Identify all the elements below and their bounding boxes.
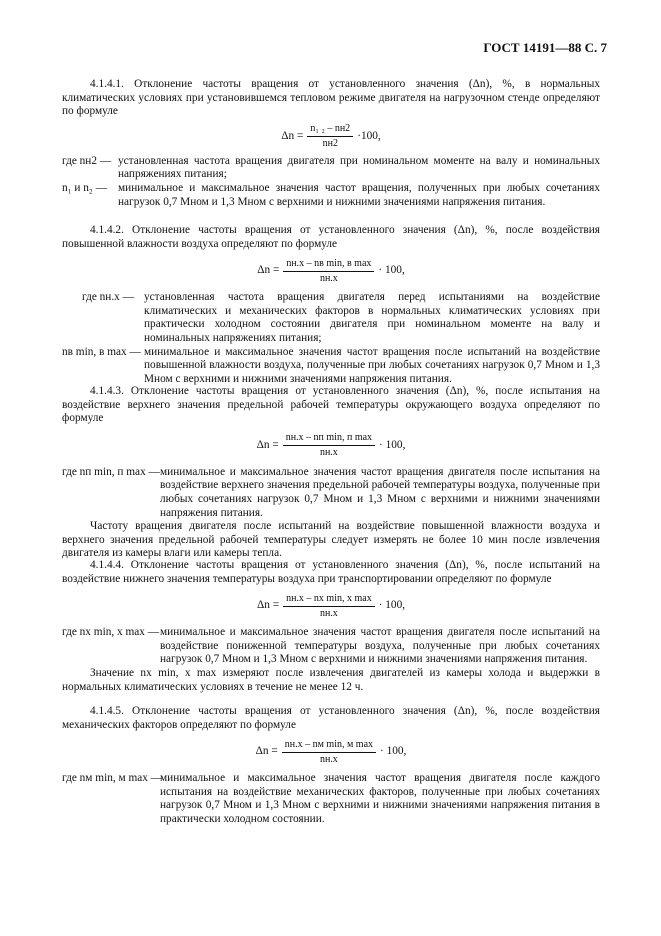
paragraph: Частоту вращения двигателя после испытаний на воздействие повышенной влажности воздуха и верхнего значения предельной рабочей температуры следует измерять не более 10 мин после извлечения двигателя из камеры влаги или камеры тепла. — [62, 520, 600, 560]
formula-multiplier: · 100, — [378, 599, 406, 612]
formula-fraction — [283, 593, 375, 620]
definition-symbol: где nх min, х max — — [62, 626, 160, 639]
formula-multiplier: · 100, — [378, 264, 405, 277]
formula-fraction — [282, 739, 376, 766]
formula-multiplier: · 100, — [379, 438, 406, 451]
definition-symbol: где nн.х — — [82, 291, 134, 304]
section-4-1-4-3 — [62, 385, 600, 561]
section-4-1-4-5 — [62, 705, 600, 827]
formula-numerator: nн.х – nх min, х max — [283, 593, 375, 607]
formula-denominator: nн.х — [319, 447, 338, 459]
definition-text: минимальное и максимальное значения частот вращения двигателя после каждого испытания на воздействие механических факторов, полученные при любых сочетаниях нагрузок 0,7 Mном и 1,3 Mном с верхними и нижними значениями напряжения питания в практически холодном состоянии. — [160, 772, 600, 825]
definition-text: минимальное и максимальное значения частот вращения после испытаний на воздействие повышенной влажности воздуха, полученные при любых сочетаниях нагрузок 0,7 Mном и 1,3 Mном с верхними и нижними значениями напряжения питания. — [144, 345, 600, 385]
definition-text: минимальное и максимальное значения частот вращения двигателя после испытаний на воздействие пониженной температуры воздуха, полученные при любых сочетаниях нагрузок 0,7 Mном и 1,3 Mном с верхними и нижними значениями напряжения питания. — [160, 626, 600, 666]
definition — [62, 291, 600, 345]
paragraph: Значение nх min, х max измеряют после извлечения двигателей из камеры холода и выдержки в нормальных климатических условиях в течение не менее 12 ч. — [62, 666, 600, 693]
definition — [62, 626, 600, 667]
formula — [62, 732, 600, 772]
definition — [62, 155, 600, 182]
definition — [62, 182, 600, 209]
formula — [62, 251, 600, 291]
formula-lhs: Δn = — [255, 745, 278, 758]
definition — [62, 346, 600, 387]
definition-symbol: где nп min, п max — — [62, 465, 160, 478]
formula-numerator: nн.х – nп min, п max — [283, 432, 375, 446]
definition-symbol: где nн2 — — [62, 154, 112, 167]
formula-multiplier: · 100, — [380, 745, 407, 758]
formula-denominator: nн.х — [319, 607, 338, 619]
paragraph: 4.1.4.4. Отклонение частоты вращения от установленного значения (Δn), %, после испытаний на воздействие нижнего значения температуры воздуха при транспортировании определяют по формуле — [62, 559, 600, 585]
formula-lhs: Δn = — [257, 264, 280, 277]
definition-text: установленная частота вращения двигателя перед испытаниями на воздействие климатических и механических факторов в нормальных климатических условиях при практически холодном состоянии двигателя при номинальном моменте на валу и номинальных напряжениях питания; — [144, 291, 600, 344]
formula — [62, 119, 600, 155]
formula-lhs: Δn = — [281, 129, 304, 142]
section-4-1-4-1 — [62, 78, 600, 209]
paragraph: 4.1.4.2. Отклонение частоты вращения от установленного значения (Δn), %, после воздействия повышенной влажности воздуха определяют по формуле — [62, 224, 600, 250]
formula-fraction — [283, 432, 375, 459]
paragraph: 4.1.4.1. Отклонение частоты вращения от установленного значения (Δn), %, в нормальных климатических условиях при установившемся тепловом режиме двигателя на нагрузочном стенде определяют по формуле — [62, 78, 600, 118]
section-4-1-4-2 — [62, 224, 600, 386]
section-4-1-4-4 — [62, 559, 600, 694]
paragraph: 4.1.4.3. Отклонение частоты вращения от установленного значения (Δn), %, после испытания на воздействие верхнего значения предельной рабочей температуры окружающего воздуха определяют по формуле — [62, 385, 600, 425]
formula-lhs: Δn = — [256, 599, 280, 612]
definition-text: минимальное и максимальное значения частот вращения, полученных при любых сочетаниях нагрузок 0,7 Mном и 1,3 Mном с верхними и нижними значениями напряжения питания. — [118, 181, 600, 208]
definition-symbol: nв min, в max — — [62, 345, 141, 358]
formula-numerator: nн.х – nм min, м max — [282, 739, 376, 753]
definition-text: установленная частота вращения двигателя при номинальном моменте на валу и номинальных напряжениях питания; — [118, 154, 600, 181]
formula-lhs: Δn = — [256, 438, 279, 451]
formula-numerator: n₁ ₂ – nн2 — [307, 123, 353, 137]
formula-multiplier: ·100, — [357, 129, 381, 142]
definition — [62, 466, 600, 520]
definition-symbol: n₁ и n₂ — — [62, 181, 107, 194]
formula-fraction — [307, 123, 353, 150]
formula-denominator: nн2 — [322, 138, 338, 150]
formula-fraction — [283, 258, 374, 285]
formula — [62, 426, 600, 466]
formula-denominator: nн.х — [319, 272, 338, 284]
paragraph: 4.1.4.5. Отклонение частоты вращения от установленного значения (Δn), %, после воздействия механических факторов определяют по формуле — [62, 705, 600, 731]
definition-text: минимальное и максимальное значения частот вращения двигателя после испытания на воздействие верхнего значения предельной рабочей температуры воздуха, полученные при любых сочетаниях нагрузок 0,7 Mном и 1,3 Mном с верхними и нижними значениями напряжения питания. — [160, 465, 600, 519]
page-header: ГОСТ 14191—88 С. 7 — [483, 40, 607, 55]
formula-denominator: nн.х — [319, 753, 338, 765]
definition-symbol: где nм min, м max — — [62, 772, 163, 785]
formula-numerator: nн.х – nв min, в max — [283, 258, 374, 272]
formula — [62, 586, 600, 626]
definition — [62, 772, 600, 826]
